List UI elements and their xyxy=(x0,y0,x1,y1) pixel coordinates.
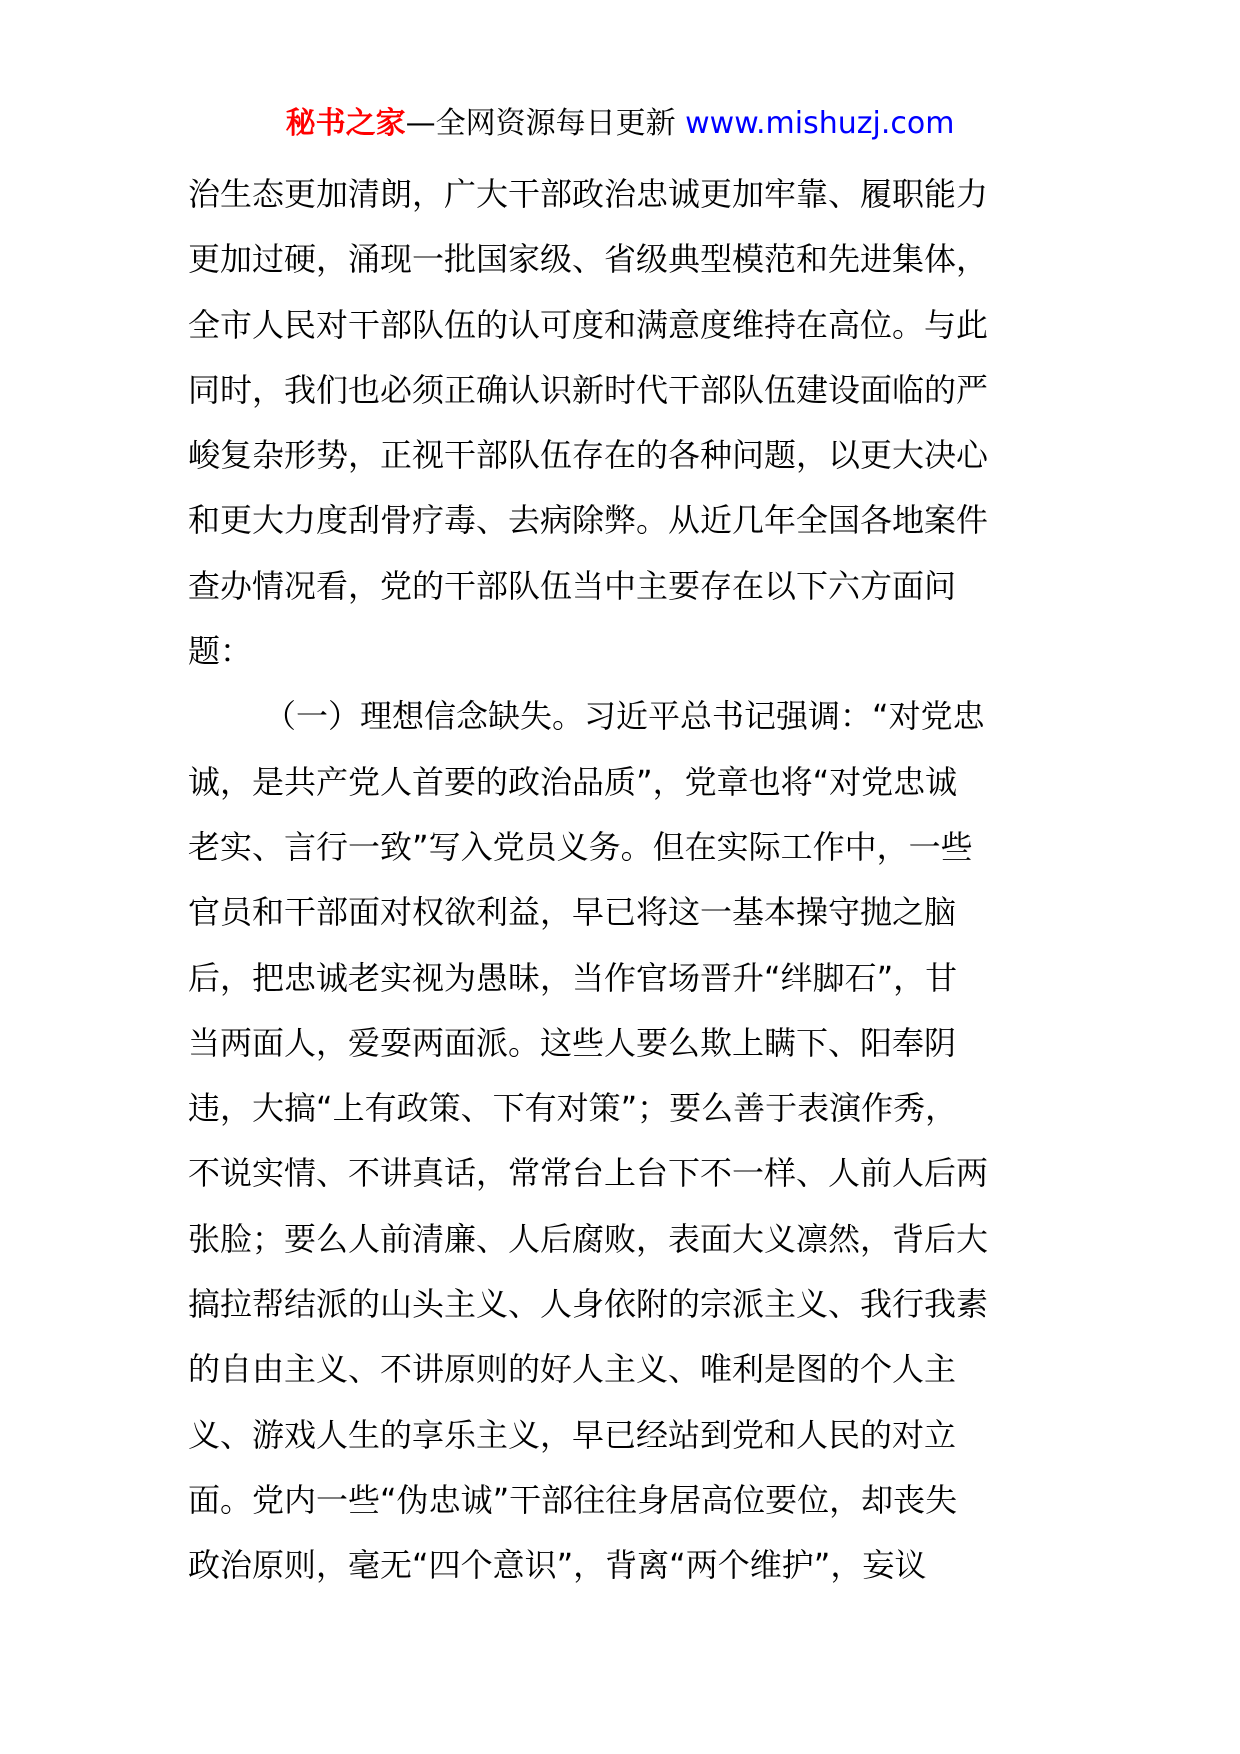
text-line: 官员和干部面对权欲利益，早已将这一基本操守抛之脑 xyxy=(188,893,957,932)
text-line: 面。党内一些“伪忠诚”干部往往身居高位要位，却丧失 xyxy=(188,1480,958,1519)
text-line: 义、游戏人生的享乐主义，早已经站到党和人民的对立 xyxy=(188,1415,957,1454)
text-line: 后，把忠诚老实视为愚昧，当作官场晋升“绊脚石”，甘 xyxy=(188,958,958,997)
text-line: 全市人民对干部队伍的认可度和满意度维持在高位。与此 xyxy=(188,305,989,344)
text-line: 同时，我们也必须正确认识新时代干部队伍建设面临的严 xyxy=(188,370,989,409)
text-line: 峻复杂形势，正视干部队伍存在的各种问题，以更大决心 xyxy=(188,436,989,475)
section-heading-line: （一）理想信念缺失。习近平总书记强调：“对党忠 xyxy=(264,697,985,736)
text-line: 治生态更加清朗，广大干部政治忠诚更加牢靠、履职能力 xyxy=(188,175,989,213)
text-line: 更加过硬，涌现一批国家级、省级典型模范和先进集体， xyxy=(188,240,989,279)
text-line: 不说实情、不讲真话，常常台上台下不一样、人前人后两 xyxy=(188,1154,989,1193)
text-line: 老实、言行一致”写入党员义务。但在实际工作中，一些 xyxy=(188,827,973,866)
document-body xyxy=(188,162,1058,1599)
text-line: 搞拉帮结派的山头主义、人身依附的宗派主义、我行我素 xyxy=(188,1285,989,1324)
text-line: 和更大力度刮骨疗毒、去病除弊。从近几年全国各地案件 xyxy=(188,501,989,540)
text-line: 政治原则，毫无“四个意识”，背离“两个维护”，妄议 xyxy=(188,1546,927,1585)
header-tagline: —全网资源每日更新 xyxy=(405,106,676,141)
text-line: 诚，是共产党人首要的政治品质”，党章也将“对党忠诚 xyxy=(188,762,958,801)
text-line: 张脸；要么人前清廉、人后腐败，表面大义凛然，背后大 xyxy=(188,1219,989,1258)
text-line: 查办情况看，党的干部队伍当中主要存在以下六方面问 xyxy=(188,566,957,605)
text-line: 当两面人，爱耍两面派。这些人要么欺上瞒下、阳奉阴 xyxy=(188,1023,957,1062)
text-line: 违，大搞“上有政策、下有对策”；要么善于表演作秀， xyxy=(188,1089,958,1128)
brand-name: 秘书之家 xyxy=(285,106,406,141)
site-url-link[interactable]: www.mishuzj.com xyxy=(685,106,955,141)
text-line: 题： xyxy=(188,632,253,671)
site-header xyxy=(0,98,1240,150)
text-line: 的自由主义、不讲原则的好人主义、唯利是图的个人主 xyxy=(188,1350,957,1389)
